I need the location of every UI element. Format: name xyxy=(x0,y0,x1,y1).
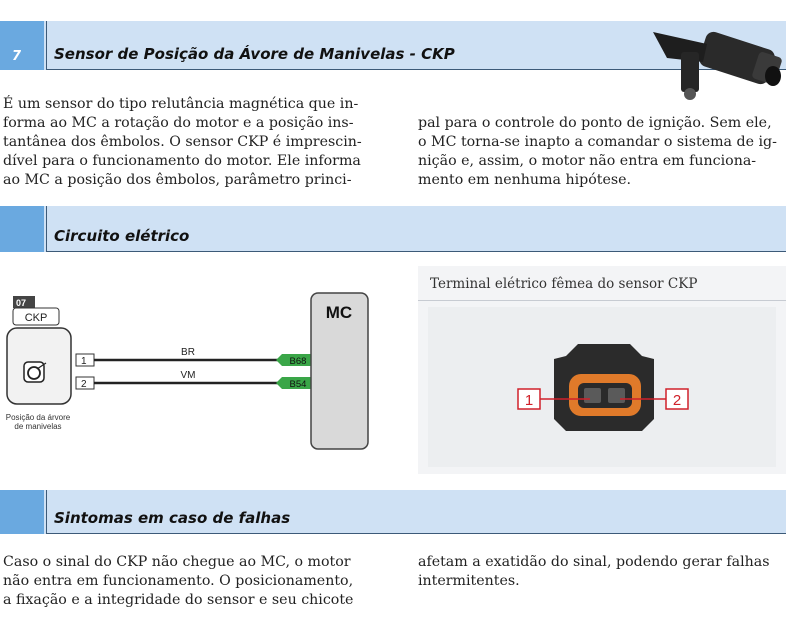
section-title: Circuito elétrico xyxy=(54,227,190,245)
component-code: 07 xyxy=(16,298,27,308)
svg-text:2: 2 xyxy=(672,392,682,409)
svg-text:B54: B54 xyxy=(289,379,307,390)
mc-label: MC xyxy=(325,303,353,322)
wire-label-vm: VM xyxy=(180,370,196,381)
svg-text:Posição da árvore: Posição da árvore xyxy=(5,413,71,422)
component-name: CKP xyxy=(24,312,48,324)
intro-text-right: pal para o controle do ponto de ignição. Sem ele, o MC torna-se inapto a comandar o sistema de ig- nição e, assim, o motor não entra em funciona- mento em nenhuma hipótese. xyxy=(418,115,777,188)
section-number-box xyxy=(0,21,44,70)
photo-caption: Terminal elétrico fêmea do sensor CKP xyxy=(430,276,698,292)
svg-text:1: 1 xyxy=(81,356,87,367)
female-connector-image xyxy=(418,301,786,474)
section-number: 7 xyxy=(12,49,22,64)
svg-text:1: 1 xyxy=(524,392,534,409)
section-title: Sintomas em caso de falhas xyxy=(54,509,291,527)
section-header-circuit xyxy=(0,206,786,252)
svg-text:de manivelas: de manivelas xyxy=(14,422,62,431)
section-title: Sensor de Posição da Ávore de Manivelas - CKP xyxy=(54,45,455,63)
symptoms-text-left: Caso o sinal do CKP não chegue ao MC, o motor não entra em funcionamento. O posicionamento, a fixação e a integridade do sensor e seu chicote xyxy=(3,554,354,608)
symptoms-text-right: afetam a exatidão do sinal, podendo gerar falhas intermitentes. xyxy=(418,554,770,589)
section-header-symptoms xyxy=(0,490,786,534)
wiring-diagram xyxy=(0,287,400,462)
svg-text:2: 2 xyxy=(81,379,87,390)
ckp-sensor-image xyxy=(645,10,785,110)
intro-text-left: É um sensor do tipo relutância magnética que in- forma ao MC a rotação do motor e a posição ins- tantânea dos êmbolos. O sensor CKP é imprescin- dível para o funcionamento do motor. Ele informa ao MC a posição dos êmbolos, parâmetro princi- xyxy=(3,96,362,188)
svg-text:B68: B68 xyxy=(289,356,307,367)
wire-label-br: BR xyxy=(181,347,195,358)
connector-photo-panel xyxy=(418,266,786,474)
